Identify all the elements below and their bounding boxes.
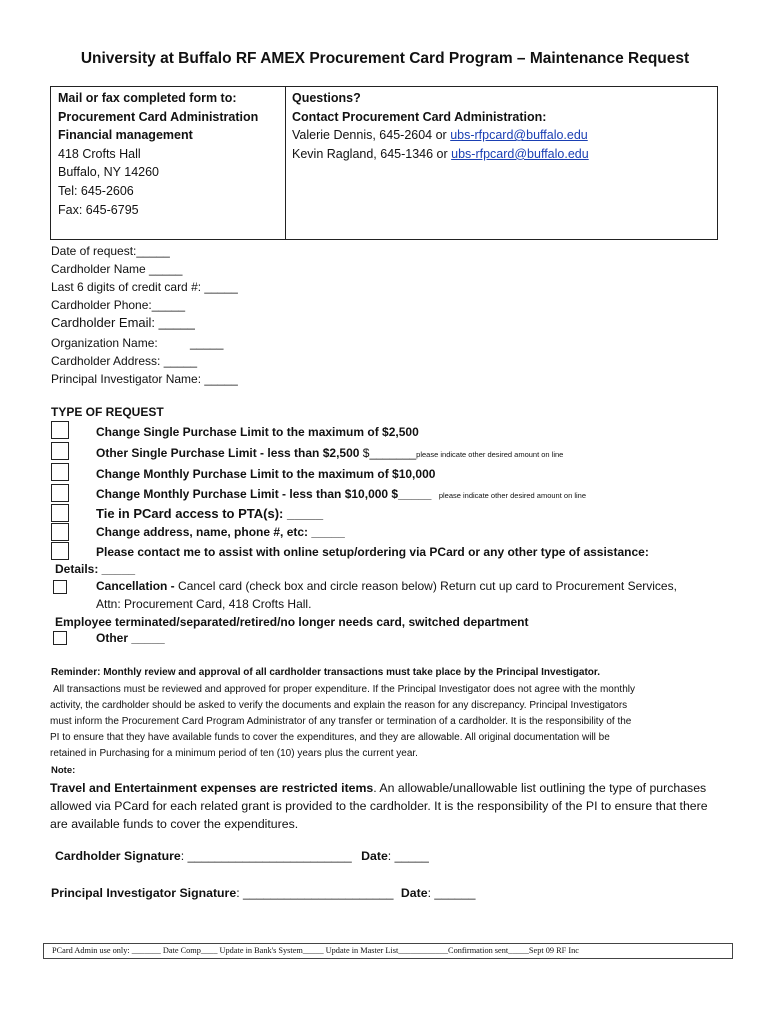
cardholder-signature-row: [55, 849, 429, 863]
cardholder-signature-label: Cardholder Signature: [55, 849, 181, 863]
cardholder-signature-line[interactable]: : ________________________: [180, 849, 352, 863]
option-2-text: Other Single Purchase Limit - less than $2,500: [96, 446, 360, 460]
note-line-2: allowed via PCard for each related grant is provided to the cardholder. It is the responsibility of the PI to ensure that there: [50, 799, 708, 813]
card-last6-field[interactable]: Last 6 digits of credit card #: _____: [51, 280, 238, 294]
pi-name-field[interactable]: Principal Investigator Name: _____: [51, 372, 238, 386]
box-divider: [285, 87, 286, 239]
cardholder-date-label: Date: [361, 849, 388, 863]
cancellation-checkbox[interactable]: [53, 580, 67, 594]
mail-city: Buffalo, NY 14260: [58, 165, 160, 180]
pi-signature-label: Principal Investigator Signature: [51, 886, 237, 900]
cancellation-text: Cancel card (check box and circle reason below) Return cut up card to Procurement Services,: [174, 579, 677, 593]
cancellation-address: Attn: Procurement Card, 418 Crofts Hall.: [96, 597, 312, 611]
organization-name-label: Organization Name:: [51, 336, 158, 350]
cancellation-reasons[interactable]: Employee terminated/separated/retired/no longer needs card, switched department: [55, 615, 529, 629]
option-6-checkbox[interactable]: [51, 523, 69, 541]
pi-date-line[interactable]: : ______: [427, 886, 476, 900]
cancellation-bold: Cancellation -: [96, 579, 175, 593]
date-of-request-field[interactable]: Date of request:_____: [51, 244, 170, 258]
cancellation-label: [96, 579, 677, 593]
contact-2: [292, 145, 589, 164]
contact-2-email-link[interactable]: ubs-rfpcard@buffalo.edu: [451, 146, 589, 161]
option-5-checkbox[interactable]: [51, 504, 69, 522]
option-3-label: Change Monthly Purchase Limit to the maximum of $10,000: [96, 467, 436, 481]
option-4-checkbox[interactable]: [51, 484, 69, 502]
note-line-1-rest: . An allowable/unallowable list outlining the type of purchases: [373, 781, 707, 795]
option-4-text: Change Monthly Purchase Limit - less than $10,000 $_____: [96, 487, 432, 501]
option-2-label: [96, 446, 563, 460]
contact-1-text: Valerie Dennis, 645-2604 or: [292, 128, 451, 143]
cardholder-phone-field[interactable]: Cardholder Phone:_____: [51, 298, 186, 312]
option-4-note: please indicate other desired amount on line: [438, 491, 586, 500]
option-3-checkbox[interactable]: [51, 463, 69, 481]
option-5-label: Tie in PCard access to PTA(s): _____: [96, 506, 324, 521]
option-7-label: Please contact me to assist with online setup/ordering via PCard or any other type of assistance:: [96, 545, 649, 559]
cardholder-email-field[interactable]: Cardholder Email: _____: [51, 315, 195, 330]
cardholder-address-field[interactable]: Cardholder Address: _____: [51, 354, 198, 368]
organization-name-field[interactable]: _____: [190, 336, 224, 350]
admin-use-footer: PCard Admin use only: _______ Date Comp____ Update in Bank's System_____ Update in Master List____________Confirmation sent_____Sept 09 RF Inc: [43, 943, 733, 959]
mail-tel: Tel: 645-2606: [58, 183, 134, 198]
option-2-amount-field[interactable]: $_______: [359, 446, 417, 460]
option-6-label: Change address, name, phone #, etc: _____: [96, 525, 345, 539]
contact-2-text: Kevin Ragland, 645-1346 or: [292, 146, 452, 161]
mail-heading: Mail or fax completed form to:: [58, 91, 237, 105]
option-7-checkbox[interactable]: [51, 542, 69, 560]
questions-info: [292, 89, 589, 163]
reminder-body: [50, 682, 750, 762]
questions-heading: Questions?: [292, 91, 361, 105]
reminder-line-2: activity, the cardholder should be asked to verify the documents and explain the reason for any discrepancy. Principal Investigators: [50, 700, 628, 711]
note-line-1: [50, 779, 750, 797]
questions-subheading: Contact Procurement Card Administration:: [292, 109, 547, 124]
type-of-request-heading: TYPE OF REQUEST: [51, 405, 164, 419]
cardholder-name-field[interactable]: Cardholder Name _____: [51, 262, 183, 276]
pi-signature-line[interactable]: : ______________________: [236, 886, 394, 900]
contact-box: [50, 86, 718, 240]
note-line-3: are available funds to cover the expenditures.: [50, 817, 299, 831]
mail-office: Financial management: [58, 128, 193, 143]
mail-fax: Fax: 645-6795: [58, 202, 139, 217]
reminder-line-1: All transactions must be reviewed and approved for proper expenditure. If the Principal Investigator does not agree with the monthly: [53, 684, 635, 695]
other-field[interactable]: Other _____: [96, 631, 165, 645]
other-checkbox[interactable]: [53, 631, 67, 645]
mail-dept: Procurement Card Administration: [58, 109, 259, 124]
option-1-label: Change Single Purchase Limit to the maximum of $2,500: [96, 425, 419, 439]
contact-1: [292, 126, 589, 145]
pi-date-label: Date: [400, 886, 428, 900]
reminder-heading: Reminder: Monthly review and approval of all cardholder transactions must take place by the Principal Investigator.: [51, 667, 601, 678]
mailing-info: [58, 89, 258, 219]
reminder-line-4: PI to ensure that they have available funds to cover the expenditures, and they are allowable. All original documentation will be: [50, 732, 610, 743]
details-field[interactable]: Details: _____: [55, 562, 136, 576]
contact-1-email-link[interactable]: ubs-rfpcard@buffalo.edu: [450, 128, 588, 143]
option-2-checkbox[interactable]: [51, 442, 69, 460]
mail-street: 418 Crofts Hall: [58, 146, 141, 161]
note-bold: Travel and Entertainment expenses are restricted items: [50, 781, 374, 795]
cardholder-date-line[interactable]: : _____: [387, 849, 429, 863]
note-body: [50, 779, 750, 833]
option-2-note: please indicate other desired amount on line: [416, 450, 564, 459]
page-title: University at Buffalo RF AMEX Procurement Card Program – Maintenance Request: [80, 50, 690, 67]
pi-signature-row: [51, 886, 475, 900]
option-4-label: [96, 487, 586, 501]
reminder-line-3: must inform the Procurement Card Program Administrator of any transfer or termination of a cardholder. It is the responsibility of the: [50, 716, 632, 727]
note-label: Note:: [51, 765, 76, 776]
option-1-checkbox[interactable]: [51, 421, 69, 439]
reminder-line-5: retained in Purchasing for a minimum period of ten (10) years plus the current year.: [50, 748, 418, 759]
